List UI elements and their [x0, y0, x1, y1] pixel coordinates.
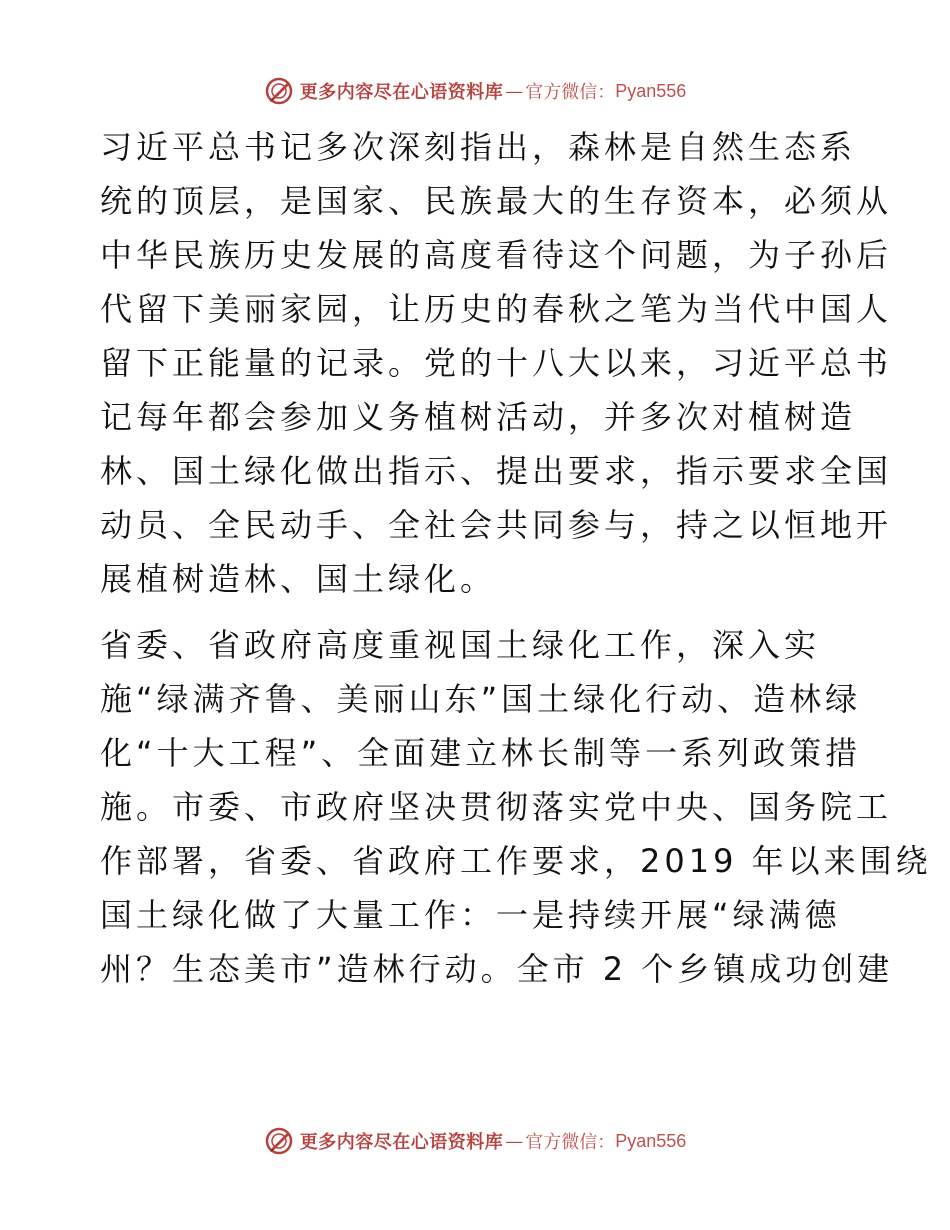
- text-line: 记每年都会参加义务植树活动，并多次对植树造: [100, 398, 857, 436]
- text-line: 施。市委、市政府坚决贯彻落实党中央、国务院工: [100, 788, 893, 826]
- banner-wechat-id: Pyan556: [615, 80, 687, 101]
- header-banner: [0, 74, 950, 108]
- text-line: 州？生态美市”造林行动。全市 2 个乡镇成功创建: [100, 950, 894, 988]
- text-line: 统的顶层，是国家、民族最大的生存资本，必须从: [100, 182, 893, 220]
- text-line: 代留下美丽家园，让历史的春秋之笔为当代中国人: [100, 290, 893, 328]
- text-line: 国土绿化做了大量工作：一是持续开展“绿满德: [100, 896, 841, 934]
- text-line: 林、国土绿化做出指示、提出要求，指示要求全国: [100, 452, 893, 490]
- pen-logo-icon: [264, 76, 294, 106]
- text-line: 省委、省政府高度重视国土绿化工作，深入实: [100, 626, 821, 664]
- text-line: 动员、全民动手、全社会共同参与，持之以恒地开: [100, 506, 893, 544]
- banner-wechat-label: 官方微信：: [525, 82, 616, 103]
- text-line: 留下正能量的记录。党的十八大以来，习近平总书: [100, 344, 893, 382]
- banner-dash: —: [505, 1130, 524, 1152]
- banner-wechat-label: 官方微信：: [525, 1132, 616, 1153]
- text-line: 作部署，省委、省政府工作要求，2019 年以来围绕: [100, 842, 932, 880]
- text-line: 展植树造林、国土绿化。: [100, 560, 497, 598]
- paragraph: [100, 618, 932, 996]
- text-line: 施“绿满齐鲁、美丽山东”国土绿化行动、造林绿: [100, 680, 862, 718]
- footer-banner: [0, 1124, 950, 1158]
- text-line: 中华民族历史发展的高度看待这个问题，为子孙后: [100, 236, 893, 274]
- text-line: 习近平总书记多次深刻指出，森林是自然生态系: [100, 128, 857, 166]
- banner-wechat-id: Pyan556: [615, 1130, 687, 1151]
- banner-text: 更多内容尽在心语资料库: [299, 82, 504, 103]
- document-body: [100, 120, 932, 996]
- banner-text: 更多内容尽在心语资料库: [299, 1132, 504, 1153]
- text-line: 化“十大工程”、全面建立林长制等一系列政策措: [100, 734, 862, 772]
- banner-dash: —: [505, 80, 524, 102]
- paragraph: [100, 120, 893, 606]
- pen-logo-icon: [264, 1126, 294, 1156]
